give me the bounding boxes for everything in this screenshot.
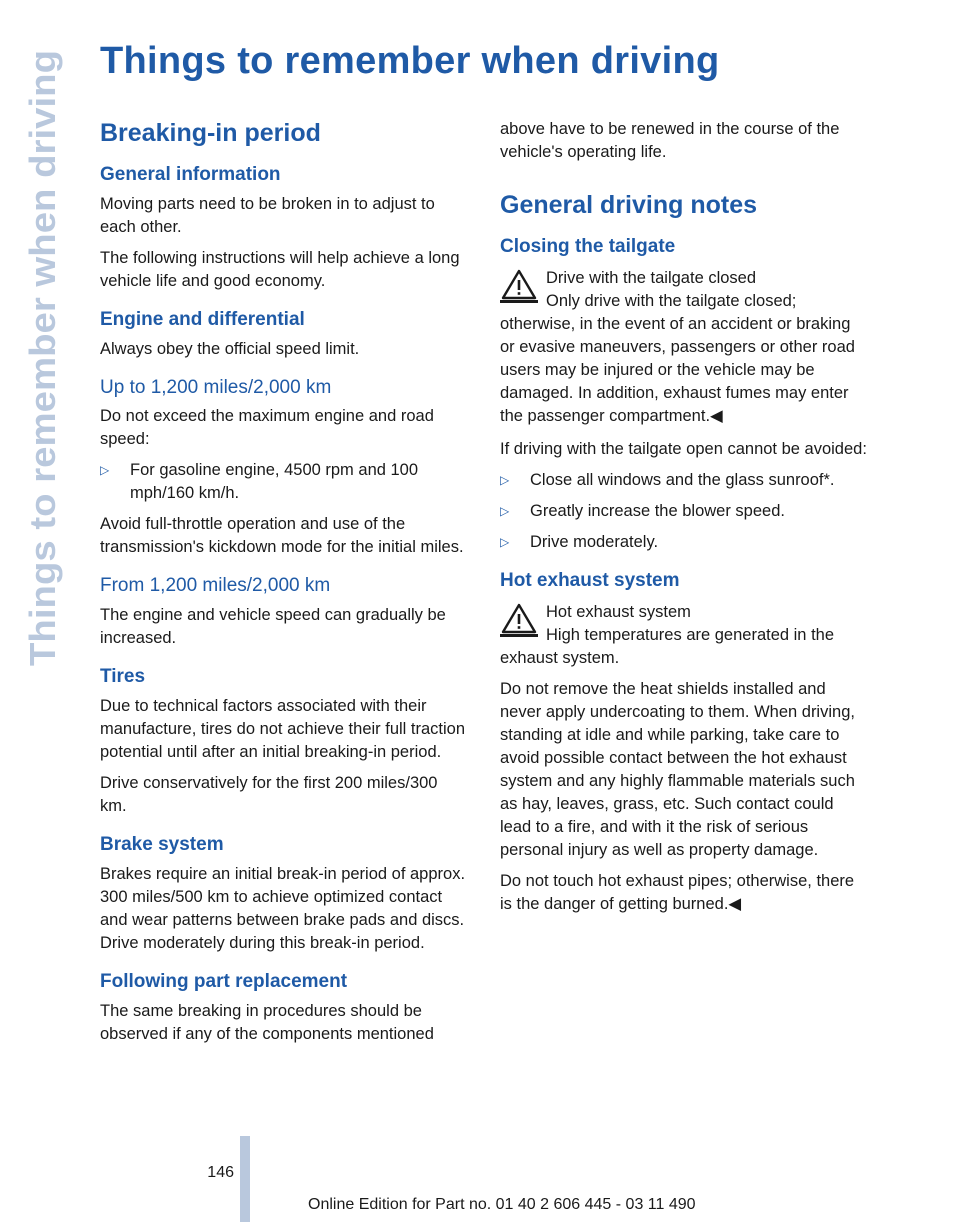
subheading-up-to: Up to 1,200 miles/2,000 km — [100, 376, 332, 398]
paragraph: Brakes require an initial break-in period of approx. 300 miles/500 km to achieve optimized contact and wear patterns between brake pads and discs. Drive moderately during this break-in period. — [100, 864, 466, 952]
paragraph: Do not touch hot exhaust pipes; otherwise, there is the danger of getting burned.◀ — [500, 871, 855, 913]
warning-box — [500, 601, 868, 670]
warning-text: Only drive with the tailgate closed; otherwise, in the event of an accident or braking or evasive maneuvers, passengers or other road users may be injured or the vehicle may be damaged. In addition, exhaust fumes may enter the passenger compartment.◀ — [500, 291, 855, 425]
side-title — [20, 48, 64, 668]
list-item — [500, 469, 868, 492]
paragraph: above have to be renewed in the course of the vehicle's operating life. — [500, 120, 840, 161]
paragraph: Due to technical factors associated with their manufacture, tires do not achieve their full traction potential until after an initial breaking-in period. — [100, 696, 466, 761]
list-item — [500, 500, 868, 523]
triangle-bullet-icon: ▷ — [500, 472, 510, 487]
list-item — [500, 531, 868, 554]
paragraph: Avoid full-throttle operation and use of the transmission's kickdown mode for the initial miles. — [100, 515, 464, 557]
warning-text: High temperatures are generated in the exhaust system. — [500, 625, 835, 667]
left-column — [100, 118, 468, 1054]
triangle-bullet-icon: ▷ — [500, 534, 510, 549]
triangle-bullet-icon: ▷ — [100, 463, 110, 478]
paragraph: If driving with the tailgate open cannot be avoided: — [500, 439, 867, 458]
list-item-text: Drive moderately. — [530, 532, 659, 551]
list-item-text: Greatly increase the blower speed. — [530, 501, 785, 520]
section-heading-general-driving-notes: General driving notes — [500, 191, 758, 219]
warning-box — [500, 267, 868, 428]
subheading-engine-differential: Engine and differential — [100, 308, 305, 330]
list-item-text: For gasoline engine, 4500 rpm and 100 mph/160 km/h. — [130, 461, 419, 503]
page-title: Things to remember when driving — [100, 40, 720, 82]
footer-bar — [240, 1136, 250, 1222]
subheading-general-information: General information — [100, 164, 281, 185]
list-item — [100, 459, 468, 505]
paragraph: The engine and vehicle speed can gradually be increased. — [100, 606, 446, 648]
subheading-brake-system: Brake system — [100, 833, 224, 855]
subheading-part-replacement: Following part replacement — [100, 970, 348, 992]
paragraph: Drive conservatively for the first 200 miles/300 km. — [100, 773, 438, 815]
section-heading-breaking-in: Breaking-in period — [100, 119, 321, 147]
online-edition-text: Online Edition for Part no. 01 40 2 606 445 - 03 11 490 — [308, 1196, 696, 1213]
warning-title: Drive with the tailgate closed — [546, 268, 757, 287]
warning-triangle-icon — [500, 603, 538, 637]
paragraph: Do not remove the heat shields installed and never apply undercoating to them. When driving, standing at idle and while parking, take care to avoid possible contact between the hot exhaust system and any highly flammable materials such as hay, leaves, grass, etc. Such contact could lead to a fire, and with it the risk of serious personal injury as well as property damage. — [500, 679, 855, 859]
right-column — [500, 118, 868, 924]
subheading-from: From 1,200 miles/2,000 km — [100, 575, 331, 597]
warning-triangle-icon — [500, 269, 538, 303]
paragraph: The same breaking in procedures should be observed if any of the components mentioned — [100, 1001, 434, 1043]
paragraph: Do not exceed the maximum engine and road speed: — [100, 407, 434, 449]
subheading-closing-tailgate: Closing the tailgate — [500, 236, 676, 257]
paragraph: The following instructions will help achieve a long vehicle life and good economy. — [100, 248, 460, 290]
paragraph: Moving parts need to be broken in to adjust to each other. — [100, 194, 435, 236]
subheading-hot-exhaust: Hot exhaust system — [500, 569, 680, 591]
triangle-bullet-icon: ▷ — [500, 503, 510, 518]
page-number: 146 — [207, 1164, 234, 1181]
warning-title: Hot exhaust system — [546, 602, 691, 621]
side-title-text: Things to remember when driving — [22, 87, 63, 666]
paragraph: Always obey the official speed limit. — [100, 339, 360, 358]
list-item-text: Close all windows and the glass sunroof*. — [530, 470, 835, 489]
subheading-tires: Tires — [100, 666, 146, 688]
